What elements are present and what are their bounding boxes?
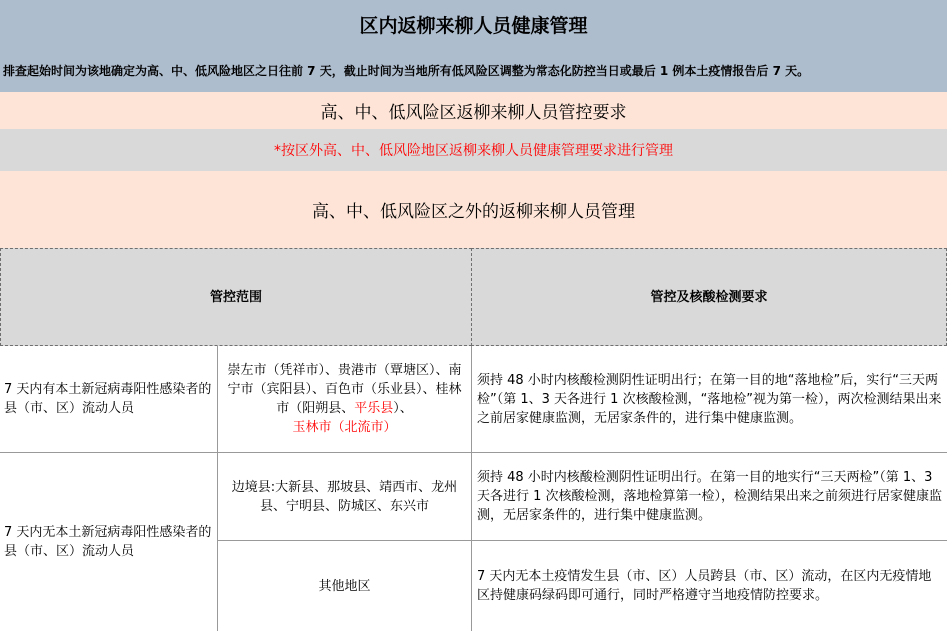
row2-category — [0, 453, 218, 631]
row2-other-requirement — [472, 541, 947, 631]
row1-areas-prefix: 崇左市（凭祥市）、贵港市（覃塘区）、南宁市（宾阳县）、百色市（乐业县）、桂林市（阳朔县、 — [227, 363, 462, 416]
page-title: 区内返柳来柳人员健康管理 — [0, 0, 947, 48]
row2-other-requirement-text: 7 天内无本土疫情发生县（市、区）人员跨县（市、区）流动，在区内无疫情地区持健康码绿码即可通行，同时严格遵守当地疫情防控要求。 — [477, 569, 932, 603]
management-table — [0, 248, 947, 631]
section-high-mid-low-risk-note: *按区外高、中、低风险地区返柳来柳人员健康管理要求进行管理 — [0, 129, 947, 171]
header-requirements: 管控及核酸检测要求 — [471, 248, 947, 346]
row1-category — [0, 346, 218, 453]
row2-other-areas-text: 其他地区 — [318, 578, 371, 594]
header-scope: 管控范围 — [0, 248, 472, 346]
section-high-mid-low-risk-title: 高、中、低风险区返柳来柳人员管控要求 — [0, 92, 947, 129]
row1-areas-sep: ）、 — [393, 401, 413, 416]
row1-requirement-text: 须持 48 小时内核酸检测阴性证明出行；在第一目的地“落地检”后，实行“三天两检”（第 1、3 天各进行 1 次核酸检测，“落地检”视为第一检），两次检测结果出来之前居家健康监测，无居家条件的，进行集中健康监测。 — [477, 372, 942, 426]
row2-border-areas — [218, 453, 472, 541]
row2-other-areas — [218, 541, 472, 631]
row2-category-text: 7 天内无本土新冠病毒阳性感染者的县（市、区）流动人员 — [4, 525, 212, 559]
row1-areas — [218, 346, 472, 453]
row1-category-text: 7 天内有本土新冠病毒阳性感染者的县（市、区）流动人员 — [4, 382, 212, 416]
time-range-note: 排查起始时间为该地确定为高、中、低风险地区之日往前 7 天，截止时间为当地所有低风险区调整为常态化防控当日或最后 1 例本土疫情报告后 7 天。 — [0, 48, 947, 92]
row2-border-areas-text: 边境县:大新县、那坡县、靖西市、龙州县、宁明县、防城区、东兴市 — [231, 479, 458, 514]
row1-areas-red-yulin: 玉林市（北流市） — [292, 420, 397, 435]
row1-areas-red-pingle: 平乐县 — [354, 401, 394, 416]
row1-areas-text — [226, 361, 463, 437]
row2-border-requirement-text: 须持 48 小时内核酸检测阴性证明出行。在第一目的地实行“三天两检”（第 1、3 天各进行 1 次核酸检测，落地检算第一检），检测结果出来之前须进行居家健康监测，无居家条件的，进行集中健康监测。 — [477, 470, 943, 523]
row1-requirement — [472, 346, 947, 453]
section-outside-risk-title: 高、中、低风险区之外的返柳来柳人员管理 — [0, 171, 947, 248]
row2-border-requirement — [472, 453, 947, 541]
